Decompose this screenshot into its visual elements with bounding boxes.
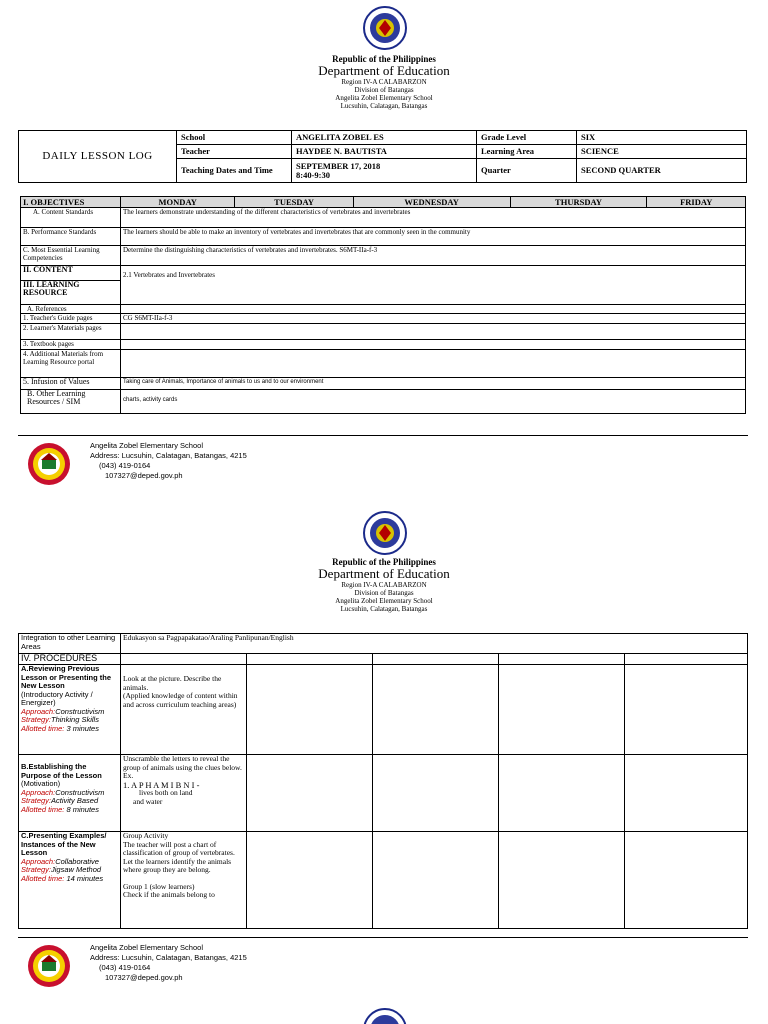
infusion-values-label: 5. Infusion of Values — [21, 378, 121, 390]
content-value — [121, 266, 746, 305]
procedure-a-text-1: Look at the picture. Describe the animals. — [123, 674, 222, 692]
objectives-table — [20, 196, 746, 414]
footer-contact — [90, 441, 247, 481]
infusion-values-value: Taking care of Animals, Importance of animals to us and to our environment — [121, 378, 746, 390]
page-header — [0, 557, 768, 613]
competencies-label: C. Most Essential Learning Competencies — [21, 246, 121, 266]
procedure-c-text-5: Check if the animals belong to — [123, 890, 215, 899]
procedures-table — [18, 633, 748, 929]
procedure-a-label — [19, 665, 121, 755]
textbook-value — [121, 340, 746, 350]
time-value: 14 minutes — [66, 873, 104, 883]
school-label: School — [177, 131, 292, 145]
procedure-b-label — [19, 755, 121, 832]
day-wednesday: WEDNESDAY — [353, 197, 510, 208]
address-text: Lucsuhin, Calatagan, Batangas — [340, 102, 428, 110]
procedure-b-wednesday — [373, 755, 499, 832]
page-footer — [0, 437, 768, 497]
other-resources-label: B. Other Learning Resources / SIM — [21, 390, 121, 414]
grade-value: SIX — [577, 131, 747, 145]
procedure-a-time — [21, 725, 118, 734]
learning-area-label: Learning Area — [477, 145, 577, 159]
region-text: Region IV-A CALABARZON — [341, 581, 427, 589]
footer-address: Address: Lucsuhin, Calatagan, Batangas, 4215 — [90, 451, 247, 460]
additional-materials-value — [121, 350, 746, 378]
quarter-value: SECOND QUARTER — [577, 159, 747, 183]
time-value: 3 minutes — [66, 723, 99, 733]
procedures-tuesday — [247, 654, 373, 665]
address-text: Lucsuhin, Calatagan, Batangas — [340, 605, 428, 613]
procedure-c-friday — [625, 832, 748, 929]
school-value: ANGELITA ZOBEL ES — [292, 131, 477, 145]
competencies-value: Determine the distinguishing characteristics of vertebrates and invertebrates. S6MT-IIa-f-3 — [121, 246, 746, 266]
dates-label: Teaching Dates and Time — [177, 159, 292, 183]
procedure-b-thursday — [499, 755, 625, 832]
footer-school: Angelita Zobel Elementary School — [90, 441, 203, 450]
teacher-value: HAYDEE N. BAUTISTA — [292, 145, 477, 159]
procedure-a-friday — [625, 665, 748, 755]
strategy-value: Thinking Skills — [51, 715, 99, 724]
strategy-value: Jigsaw Method — [51, 865, 102, 874]
procedure-b-text-5: and water — [133, 796, 163, 806]
division-text: Division of Batangas — [354, 589, 414, 597]
approach-label: Approach: — [21, 706, 56, 716]
time-label: Allotted time: — [21, 723, 65, 733]
teachers-guide-label: 1. Teacher's Guide pages — [21, 314, 121, 324]
procedure-c-time — [21, 875, 118, 884]
procedure-b-text-4: lives both on land — [139, 788, 193, 797]
approach-label: Approach: — [21, 787, 56, 797]
footer-contact — [90, 943, 247, 983]
footer-phone: (043) 419-0164 — [99, 963, 151, 972]
department-title: Department of Education — [318, 566, 450, 581]
teacher-label: Teacher — [177, 145, 292, 159]
time-label: Allotted time: — [21, 804, 65, 814]
dates-value-time: 8:40-9:30 — [296, 169, 330, 180]
procedures-friday — [625, 654, 748, 665]
strategy-label: Strategy: — [21, 796, 52, 805]
performance-standards-label: B. Performance Standards — [21, 228, 121, 246]
deped-seal-icon — [363, 511, 407, 555]
page-1 — [0, 0, 768, 510]
objectives-heading: I. OBJECTIVES — [21, 197, 121, 208]
references-value — [121, 305, 746, 314]
deped-seal-icon — [363, 1008, 407, 1024]
republic-text: Republic of the Philippines — [332, 54, 436, 64]
procedure-c-text-2: The teacher will post a chart of classification of group of vertebrates. — [123, 839, 235, 857]
footer-divider — [18, 937, 748, 938]
page-header — [0, 54, 768, 110]
procedure-c-thursday — [499, 832, 625, 929]
procedure-c-label — [19, 832, 121, 929]
footer-email[interactable]: 107327@deped.gov.ph — [105, 973, 183, 982]
time-label: Allotted time: — [21, 873, 65, 883]
procedure-c-wednesday — [373, 832, 499, 929]
other-resources-value: charts, activity cards — [121, 390, 746, 414]
time-value: 8 minutes — [66, 804, 99, 814]
footer-school: Angelita Zobel Elementary School — [90, 943, 203, 952]
day-monday: MONDAY — [121, 197, 235, 208]
learners-materials-value — [121, 324, 746, 340]
procedure-b-text-2: Ex. — [123, 771, 134, 780]
grade-label: Grade Level — [477, 131, 577, 145]
day-friday: FRIDAY — [647, 197, 746, 208]
procedures-thursday — [499, 654, 625, 665]
daily-lesson-log-title: DAILY LESSON LOG — [19, 131, 177, 183]
procedures-monday — [121, 654, 247, 665]
school-logo-icon — [27, 944, 71, 988]
procedures-heading: IV. PROCEDURES — [19, 654, 121, 665]
approach-value: Constructivism — [55, 706, 105, 716]
content-heading: II. CONTENT — [21, 266, 121, 281]
quarter-label: Quarter — [477, 159, 577, 183]
procedure-a-monday — [121, 665, 247, 755]
footer-divider — [18, 435, 748, 436]
procedure-a-thursday — [499, 665, 625, 755]
department-title: Department of Education — [318, 63, 450, 78]
dates-value — [292, 159, 477, 183]
procedure-b-subtitle: (Motivation) — [21, 779, 61, 788]
procedure-b-monday — [121, 755, 247, 832]
approach-value: Constructivism — [55, 787, 105, 797]
page-2 — [0, 510, 768, 1024]
procedure-c-monday — [121, 832, 247, 929]
footer-phone: (043) 419-0164 — [99, 461, 151, 470]
textbook-label: 3. Textbook pages — [21, 340, 121, 350]
school-logo-icon — [27, 442, 71, 486]
procedure-b-tuesday — [247, 755, 373, 832]
procedure-a-title: A.Reviewing Previous Lesson or Presenting the New Lesson — [21, 664, 112, 690]
approach-value: Collaborative — [55, 856, 99, 866]
procedure-c-tuesday — [247, 832, 373, 929]
lesson-info-table — [18, 130, 747, 183]
strategy-label: Strategy: — [21, 865, 52, 874]
strategy-label: Strategy: — [21, 715, 52, 724]
procedure-a-subtitle: (Introductory Activity / Energizer) — [21, 689, 93, 707]
day-thursday: THURSDAY — [510, 197, 647, 208]
learning-area-value: SCIENCE — [577, 145, 747, 159]
references-label: A. References — [21, 305, 121, 314]
teachers-guide-value: CG S6MT-IIa-f-3 — [121, 314, 746, 324]
procedure-c-text-4: Group 1 (slow learners) — [123, 881, 195, 891]
procedure-c-text-3: Let the learners identify the animals where group they are belong. — [123, 856, 232, 874]
integration-value: Edukasyon sa Pagpapakatao/Araling Panlipunan/English — [121, 634, 748, 654]
procedure-b-title: B.Establishing the Purpose of the Lesson — [21, 762, 102, 780]
day-tuesday: TUESDAY — [235, 197, 353, 208]
dates-value-date: SEPTEMBER 17, 2018 — [296, 160, 381, 171]
procedure-a-wednesday — [373, 665, 499, 755]
learners-materials-label: 2. Learner's Materials pages — [21, 324, 121, 340]
region-text: Region IV-A CALABARZON — [341, 78, 427, 86]
procedure-c-text-1: Group Activity — [123, 831, 169, 840]
procedure-b-friday — [625, 755, 748, 832]
procedure-b-text-1: Unscramble the letters to reveal the group of animals using the clues below. — [123, 754, 242, 772]
deped-seal-icon — [363, 6, 407, 50]
procedure-a-tuesday — [247, 665, 373, 755]
republic-text: Republic of the Philippines — [332, 557, 436, 567]
procedures-wednesday — [373, 654, 499, 665]
content-standards-value: The learners demonstrate understanding of the different characteristics of vertebrates and invertebrates — [121, 208, 746, 228]
page-footer — [0, 939, 768, 999]
procedure-c-title: C.Presenting Examples/ Instances of the New Lesson — [21, 831, 107, 857]
procedure-b-time — [21, 806, 118, 815]
approach-label: Approach: — [21, 856, 56, 866]
content-standards-label: A. Content Standards — [21, 208, 121, 228]
performance-standards-value: The learners should be able to make an inventory of vertebrates and invertebrates that are commonly seen in the community — [121, 228, 746, 246]
footer-address: Address: Lucsuhin, Calatagan, Batangas, 4215 — [90, 953, 247, 962]
additional-materials-label: 4. Additional Materials from Learning Resource portal — [21, 350, 121, 378]
school-text: Angelita Zobel Elementary School — [335, 597, 433, 605]
procedure-b-text-3: 1. A P H A M I B N I - — [123, 779, 200, 790]
school-text: Angelita Zobel Elementary School — [335, 94, 433, 102]
integration-label: Integration to other Learning Areas — [19, 634, 121, 654]
division-text: Division of Batangas — [354, 86, 414, 94]
strategy-value: Activity Based — [51, 796, 99, 805]
learning-resource-heading: III. LEARNING RESOURCE — [21, 281, 121, 305]
procedure-a-text-2: (Applied knowledge of content within and across curriculum teaching areas) — [123, 691, 238, 709]
content-value-text: 2.1 Vertebrates and Invertebrates — [123, 271, 215, 279]
footer-email[interactable]: 107327@deped.gov.ph — [105, 471, 183, 480]
